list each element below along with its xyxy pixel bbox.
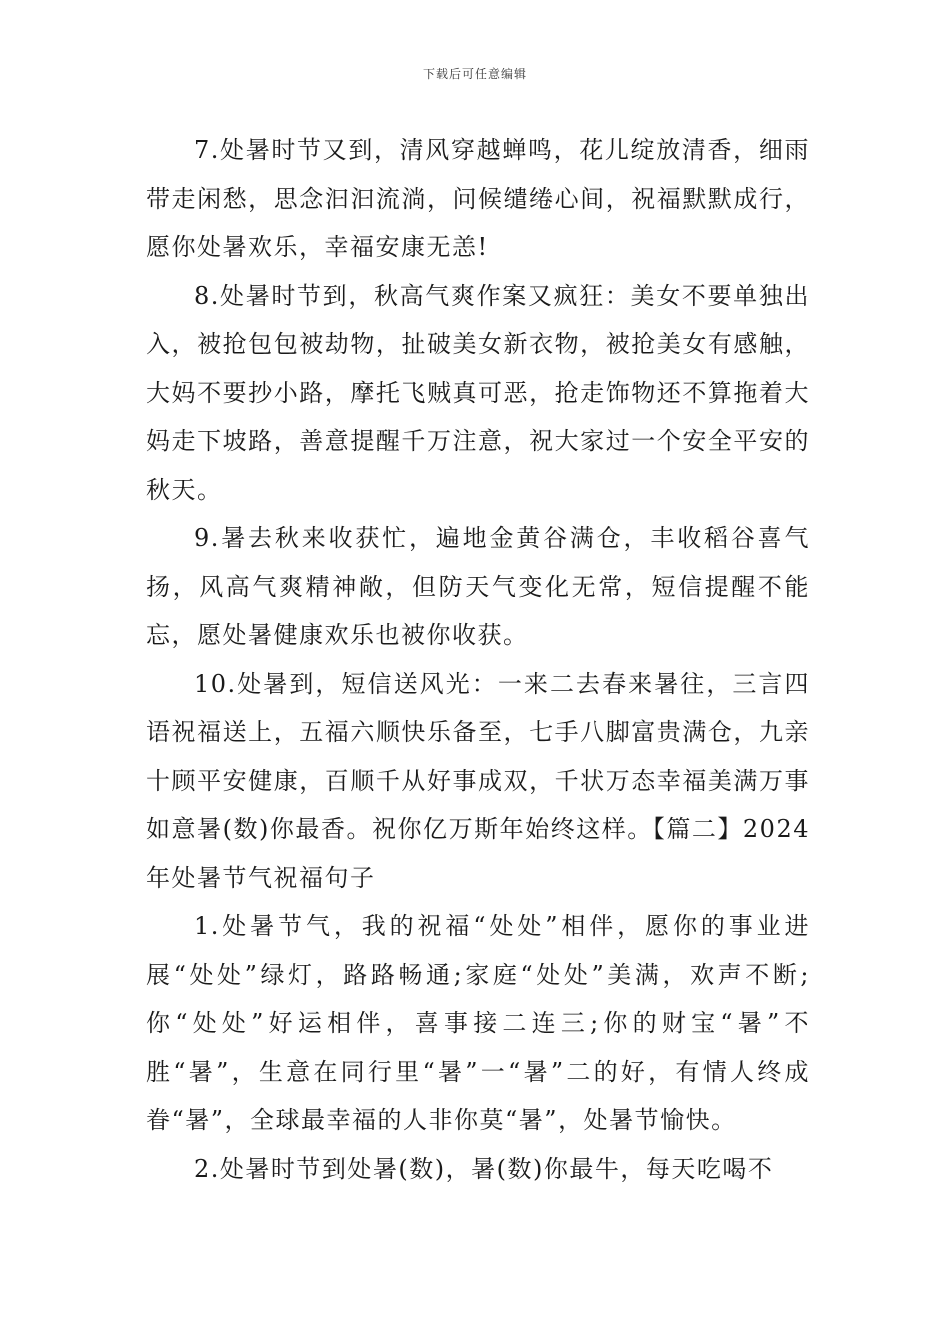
paragraph-7: 7.处暑时节又到，清风穿越蝉鸣，花儿绽放清香，细雨带走闲愁，思念汩汩流淌，问候缱绻心间，祝福默默成行，愿你处暑欢乐，幸福安康无恙!: [146, 136, 810, 261]
paragraph-part2-1: 1.处暑节气，我的祝福“处处”相伴，愿你的事业进展“处处”绿灯，路路畅通;家庭“处处”美满，欢声不断;你“处处”好运相伴，喜事接二连三;你的财宝“暑”不胜“暑”，生意在同行里“暑”一“暑”二的好，有情人终成眷“暑”，全球最幸福的人非你莫“暑”，处暑节愉快。: [146, 912, 810, 1134]
document-body: [146, 126, 810, 1193]
page-header-note: 下载后可任意编辑: [422, 67, 527, 81]
paragraph-8: 8.处暑时节到，秋高气爽作案又疯狂：美女不要单独出入，被抢包包被劫物，扯破美女新衣物，被抢美女有感触，大妈不要抄小路，摩托飞贼真可恶，抢走饰物还不算拖着大妈走下坡路，善意提醒千万注意，祝大家过一个安全平安的秋天。: [146, 281, 810, 504]
paragraph-9: 9.暑去秋来收获忙，遍地金黄谷满仓，丰收稻谷喜气扬，风高气爽精神敞，但防天气变化无常，短信提醒不能忘，愿处暑健康欢乐也被你收获。: [146, 524, 810, 649]
paragraph-part2-2: 2.处暑时节到处暑(数)，暑(数)你最牛，每天吃喝不: [194, 1154, 774, 1183]
paragraph-10: 10.处暑到，短信送风光：一来二去春来暑往，三言四语祝福送上，五福六顺快乐备至，七手八脚富贵满仓，九亲十顾平安健康，百顺千从好事成双，千状万态幸福美满万事如意暑(数)你最香。祝你亿万斯年始终这样。【篇二】2024年处暑节气祝福句子: [146, 669, 810, 892]
